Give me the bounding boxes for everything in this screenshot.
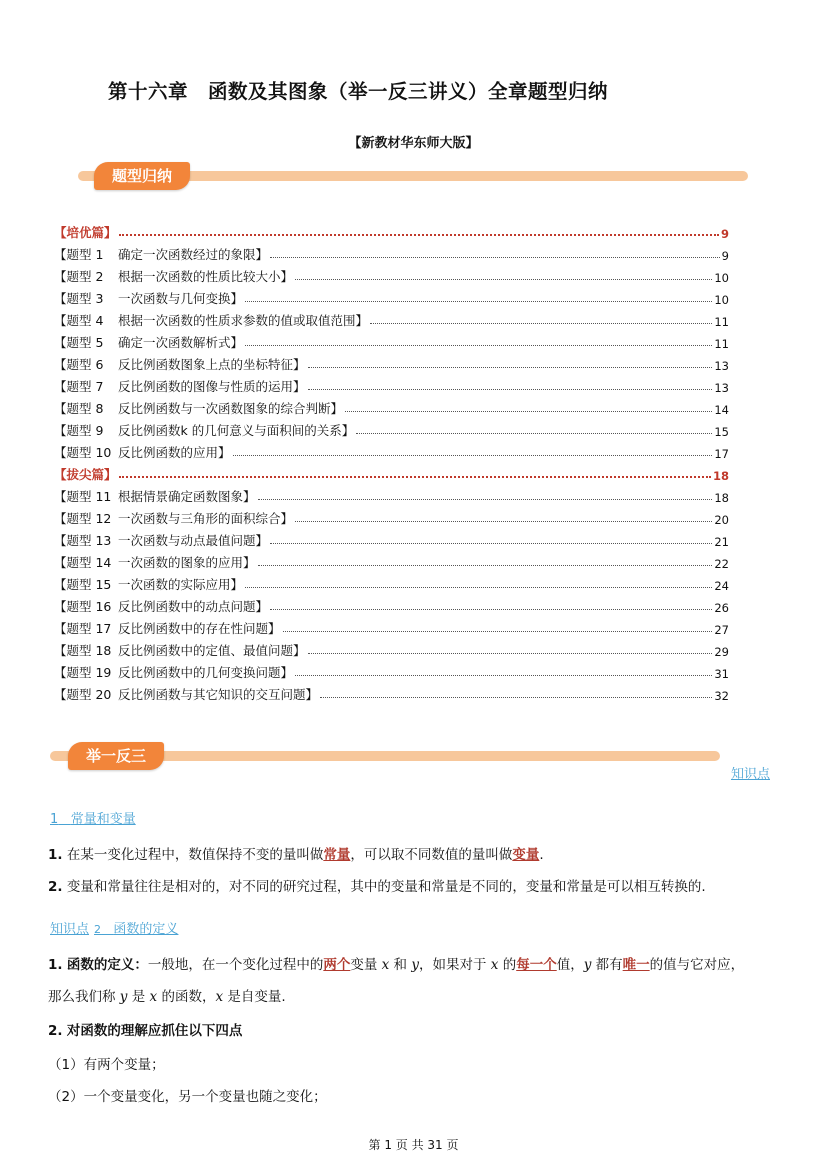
toc-entry-label: 一次函数与动点最值问题】 xyxy=(118,533,269,548)
toc-entry[interactable] xyxy=(54,417,729,439)
toc-entry[interactable] xyxy=(54,483,729,505)
toc-entry-label: 根据情景确定函数图象】 xyxy=(118,489,256,504)
toc-leader-dots xyxy=(295,520,712,522)
highlight-variable: 变量 xyxy=(512,847,540,863)
toc-entry[interactable] xyxy=(54,593,729,615)
knowledge-point-1-heading xyxy=(50,808,136,827)
toc-leader-dots xyxy=(119,233,719,236)
toc-entry-label: 确定一次函数解析式】 xyxy=(118,335,244,350)
toc-entry-label: 反比例函数中的定值、最值问题】 xyxy=(118,643,306,658)
toc-leader-dots xyxy=(308,652,713,654)
toc-page-number: 22 xyxy=(714,557,729,571)
toc-entry-text xyxy=(54,333,243,351)
toc-entry[interactable] xyxy=(54,285,729,307)
page-title: 第十六章 函数及其图象（举一反三讲义）全章题型归纳 xyxy=(108,80,609,103)
toc-entry-label: 反比例函数k 的几何意义与面积间的关系】 xyxy=(118,423,355,438)
toc-entry-text xyxy=(54,487,256,505)
toc-page-number: 27 xyxy=(714,623,729,637)
knowledge-point-2-heading: 知识点 2 函数的定义 xyxy=(50,922,179,937)
toc-entry-number: 【题型 7 xyxy=(54,379,104,394)
toc-entry-number: 【题型 13 xyxy=(54,533,112,548)
toc-section[interactable] xyxy=(54,461,729,483)
toc-entry-text xyxy=(54,619,281,637)
highlight-constant: 常量 xyxy=(323,847,351,863)
toc-entry-number: 【题型 2 xyxy=(54,269,104,284)
toc-page-number: 18 xyxy=(712,469,729,483)
toc-leader-dots xyxy=(258,498,713,500)
highlight-each: 每一个 xyxy=(516,957,557,973)
toc-section-label: 【培优篇】 xyxy=(54,225,117,240)
toc-leader-dots xyxy=(295,674,712,676)
toc-entry-label: 反比例函数的图像与性质的运用】 xyxy=(118,379,306,394)
paragraph-relative: 2. 变量和常量往往是相对的，对不同的研究过程，其中的变量和常量是不同的，变量和常量是可以相互转换的. xyxy=(48,879,706,895)
toc-entry-number: 【题型 11 xyxy=(54,489,112,504)
toc-page-number: 32 xyxy=(714,689,729,703)
toc-entry-text xyxy=(54,267,293,285)
toc-section[interactable] xyxy=(54,219,729,241)
kp-number: 1 xyxy=(50,812,59,827)
paragraph-constant-variable: 1. 在某一变化过程中，数值保持不变的量叫做常量，可以取不同数值的量叫做变量. xyxy=(48,847,544,863)
toc-entry[interactable] xyxy=(54,659,729,681)
paragraph-function-definition-cont: 那么我们称 y 是 x 的函数，x 是自变量. xyxy=(48,989,286,1005)
toc-entry-number: 【题型 19 xyxy=(54,665,112,680)
toc-entry[interactable] xyxy=(54,549,729,571)
list-item-point-1: （1）有两个变量； xyxy=(48,1057,165,1073)
toc-leader-dots xyxy=(295,278,712,280)
toc-entry-label: 反比例函数与其它知识的交互问题】 xyxy=(118,687,319,702)
toc-entry[interactable] xyxy=(54,241,729,263)
toc-page-number: 15 xyxy=(714,425,729,439)
toc-entry-number: 【题型 5 xyxy=(54,335,104,350)
toc-page-number: 26 xyxy=(714,601,729,615)
toc-entry[interactable] xyxy=(54,439,729,461)
toc-entry-number: 【题型 14 xyxy=(54,555,112,570)
toc-entry-text xyxy=(54,377,306,395)
toc-entry-text xyxy=(54,641,306,659)
toc-entry-number: 【题型 12 xyxy=(54,511,112,526)
toc-page-number: 21 xyxy=(714,535,729,549)
toc-entry-label: 一次函数的实际应用】 xyxy=(118,577,244,592)
toc-entry-label: 一次函数与几何变换】 xyxy=(118,291,244,306)
toc-leader-dots xyxy=(308,388,713,390)
toc-leader-dots xyxy=(270,608,712,610)
banner-question-types xyxy=(78,162,748,190)
toc-entry[interactable] xyxy=(54,527,729,549)
toc-entry[interactable] xyxy=(54,329,729,351)
toc-page-number: 9 xyxy=(720,227,729,241)
toc-section-label: 【拔尖篇】 xyxy=(54,467,117,482)
toc-entry[interactable] xyxy=(54,615,729,637)
toc-entry-label: 根据一次函数的性质比较大小】 xyxy=(118,269,294,284)
kp-title: 常量和变量 xyxy=(70,812,136,827)
toc-entry[interactable] xyxy=(54,571,729,593)
toc-entry[interactable] xyxy=(54,395,729,417)
toc-page-number: 18 xyxy=(714,491,729,505)
toc-entry-label: 反比例函数图象上点的坐标特征】 xyxy=(118,357,306,372)
toc-leader-dots xyxy=(356,432,712,434)
toc-entry[interactable] xyxy=(54,351,729,373)
toc-entry-text xyxy=(54,685,318,703)
toc-leader-dots xyxy=(270,256,720,258)
toc-entry-number: 【题型 8 xyxy=(54,401,104,416)
toc-leader-dots xyxy=(119,475,711,478)
highlight-unique: 唯一 xyxy=(622,957,650,973)
toc-leader-dots xyxy=(245,344,712,346)
edition-subtitle: 【新教材华东师大版】 xyxy=(348,136,479,151)
toc-page-number: 24 xyxy=(714,579,729,593)
toc-leader-dots xyxy=(245,300,712,302)
toc-entry-number: 【题型 10 xyxy=(54,445,112,460)
toc-entry-text xyxy=(54,245,268,263)
toc-entry-label: 反比例函数中的几何变换问题】 xyxy=(118,665,294,680)
toc-leader-dots xyxy=(345,410,712,412)
toc-entry-number: 【题型 20 xyxy=(54,687,112,702)
toc-entry-text xyxy=(54,443,231,461)
toc-entry-text xyxy=(54,553,256,571)
toc-entry-number: 【题型 9 xyxy=(54,423,104,438)
toc-page-number: 11 xyxy=(714,337,729,351)
toc-entry-label: 反比例函数与一次函数图象的综合判断】 xyxy=(118,401,344,416)
toc-page-number: 10 xyxy=(714,271,729,285)
toc-leader-dots xyxy=(258,564,713,566)
knowledge-point-link[interactable]: 知识点 xyxy=(730,767,770,782)
toc-leader-dots xyxy=(233,454,713,456)
toc-page-number: 13 xyxy=(714,381,729,395)
toc-entry-number: 【题型 1 xyxy=(54,247,104,262)
toc-entry-label: 反比例函数中的存在性问题】 xyxy=(118,621,281,636)
toc-entry[interactable] xyxy=(54,637,729,659)
toc-page-number: 20 xyxy=(714,513,729,527)
toc-leader-dots xyxy=(270,542,712,544)
toc-entry-number: 【题型 4 xyxy=(54,313,104,328)
toc-entry-number: 【题型 17 xyxy=(54,621,112,636)
toc-page-number: 11 xyxy=(714,315,729,329)
toc-entry[interactable] xyxy=(54,681,729,703)
banner-tag: 题型归纳 xyxy=(94,162,190,190)
toc-entry-number: 【题型 3 xyxy=(54,291,104,306)
toc-page-number: 31 xyxy=(714,667,729,681)
toc-entry[interactable] xyxy=(54,505,729,527)
toc-entry-label: 一次函数与三角形的面积综合】 xyxy=(118,511,294,526)
toc-page-number: 9 xyxy=(721,249,729,263)
toc-entry-text xyxy=(54,531,268,549)
paragraph-four-points: 2. 对函数的理解应抓住以下四点 xyxy=(48,1023,243,1039)
toc-leader-dots xyxy=(370,322,712,324)
list-item-point-2: （2）一个变量变化，另一个变量也随之变化； xyxy=(48,1089,327,1105)
toc-entry-text xyxy=(54,399,343,417)
toc-entry-text xyxy=(54,289,243,307)
paragraph-function-definition: 1. 函数的定义：一般地，在一个变化过程中的两个变量 x 和 y，如果对于 x 的每一个值，y 都有唯一的值与它对应， xyxy=(48,957,745,973)
banner-examples xyxy=(50,742,720,770)
toc-entry-label: 反比例函数的应用】 xyxy=(118,445,231,460)
toc-leader-dots xyxy=(320,696,712,698)
toc-entry-label: 一次函数的图象的应用】 xyxy=(118,555,256,570)
toc-entry-number: 【题型 18 xyxy=(54,643,112,658)
toc-entry-text xyxy=(54,509,293,527)
banner-tag: 举一反三 xyxy=(68,742,164,770)
toc-entry-text xyxy=(54,421,354,439)
toc-entry-label: 反比例函数中的动点问题】 xyxy=(118,599,269,614)
toc-entry-number: 【题型 15 xyxy=(54,577,112,592)
toc-page-number: 29 xyxy=(714,645,729,659)
toc-entry-number: 【题型 16 xyxy=(54,599,112,614)
toc-page-number: 13 xyxy=(714,359,729,373)
toc-page-number: 10 xyxy=(714,293,729,307)
toc-leader-dots xyxy=(308,366,713,368)
toc-entry[interactable] xyxy=(54,307,729,329)
toc-entry-label: 根据一次函数的性质求参数的值或取值范围】 xyxy=(118,313,369,328)
table-of-contents xyxy=(54,219,729,703)
toc-entry-number: 【题型 6 xyxy=(54,357,104,372)
toc-leader-dots xyxy=(245,586,712,588)
toc-entry-text xyxy=(54,311,368,329)
toc-entry-text xyxy=(54,597,268,615)
toc-entry-text xyxy=(54,575,243,593)
toc-entry-text xyxy=(54,355,306,373)
toc-entry[interactable] xyxy=(54,373,729,395)
toc-entry-label: 确定一次函数经过的象限】 xyxy=(118,247,269,262)
toc-page-number: 17 xyxy=(714,447,729,461)
toc-page-number: 14 xyxy=(714,403,729,417)
toc-leader-dots xyxy=(283,630,713,632)
toc-entry[interactable] xyxy=(54,263,729,285)
toc-entry-text xyxy=(54,663,293,681)
highlight-two: 两个 xyxy=(323,957,351,973)
page-footer: 第 1 页 共 31 页 xyxy=(368,1138,459,1152)
